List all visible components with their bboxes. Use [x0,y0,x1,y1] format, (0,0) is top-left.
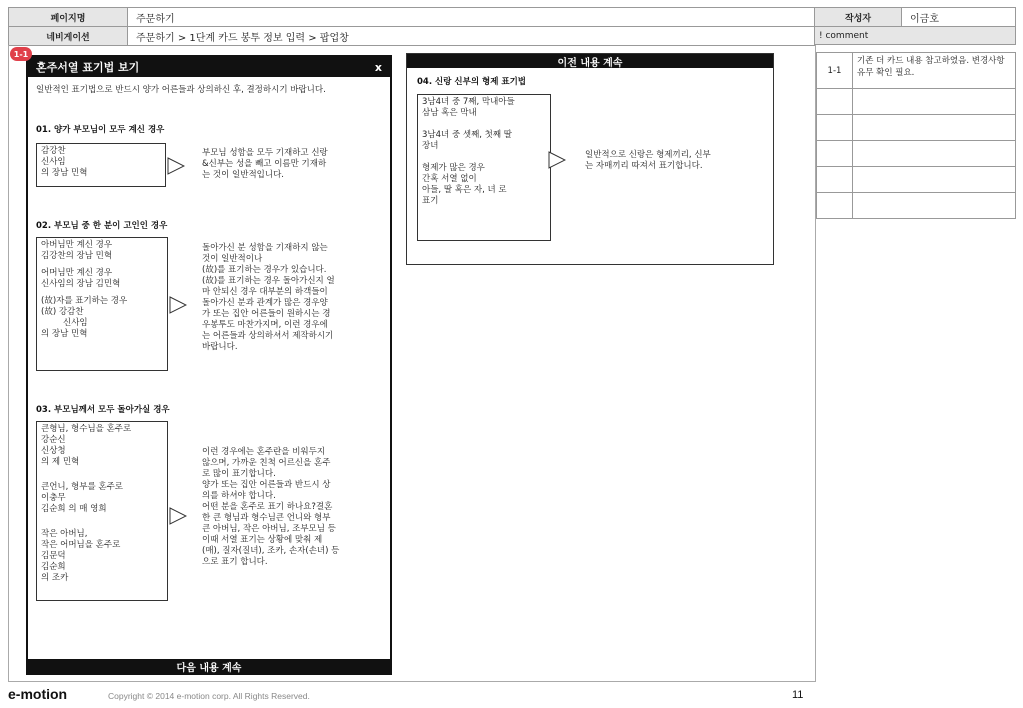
desc-line: 마 안되신 경우 대부분의 하객들이 [202,287,328,297]
example-line: (故)자를 표기하는 경우 [41,296,128,306]
section1-example-box [36,143,166,187]
example-line: 신사임 [41,157,66,167]
desc-line: 큰 아버님, 작은 아버님, 조부모님 등 [202,524,336,534]
desc-line: 의를 하셔야 합니다. [202,491,276,501]
section2-description [202,243,374,353]
desc-line: 는 자매끼리 따져서 표기합니다. [585,161,703,171]
comment-text [853,193,1016,218]
desc-line: &신부는 성을 빼고 이름만 기재하 [202,159,327,169]
comment-row [816,89,1016,115]
example-line: (故) 강감찬 [41,307,84,317]
desc-line: 가 또는 집안 어른들이 원하시는 경 [202,309,331,319]
example-line: 아버님만 계신 경우 [41,240,113,250]
comment-number [816,141,853,166]
example-line: 신사임의 장남 김민혁 [41,279,121,289]
desc-line: 우봉투도 마찬가지며, 이런 경우에 [202,320,328,330]
desc-line: 는 어른들과 상의하셔서 제작하시기 [202,331,334,341]
comment-table [816,52,1016,219]
comment-label: ! comment [815,27,1016,45]
popup-titlebar [28,57,390,77]
navigation-value: 주문하기 > 1단계 카드 봉투 정보 입력 > 팝업창 [128,27,815,45]
previous-content-bar: 이전 내용 계속 [407,54,773,68]
comment-text: 기존 더 카드 내용 참고하였음. 변경사항 유무 확인 필요. [853,53,1016,88]
author-row [815,8,1016,27]
close-icon[interactable]: x [374,60,382,74]
example-line: 3남4녀 중 7째, 막내아들 [422,97,515,107]
desc-line: 이때 서열 표기는 상황에 맞춰 제 [202,535,323,545]
desc-line: 부모님 성함을 모두 기재하고 신랑 [202,148,328,158]
example-line: 의 장남 민혁 [41,329,88,339]
desc-line: (매), 질자(질녀), 조카, 손자(손녀) 등 [202,546,340,556]
desc-line: 돌아가신 분과 관계가 많은 경우양 [202,298,328,308]
popup-window [26,55,392,675]
section4-example-box [417,94,551,241]
section4-description [585,150,765,172]
triangle-arrow-icon [169,296,187,314]
section2-example-box [36,237,168,371]
desc-line: 으로 표기 합니다. [202,557,268,567]
comment-row [816,115,1016,141]
example-line: 의 장남 민혁 [41,168,88,178]
desc-line: 이런 경우에는 혼주란을 비워두지 [202,447,326,457]
example-line: 신상청 [41,446,66,456]
comment-text [853,89,1016,114]
example-line [41,468,163,482]
popup-intro: 일반적인 표기법으로 반드시 양가 어른들과 상의하신 후, 결정하시기 바랍니다. [36,85,326,95]
comment-number [816,115,853,140]
comment-text [853,167,1016,192]
triangle-arrow-icon [548,151,566,169]
example-line: 큰언니, 형부를 혼주로 [41,482,124,492]
example-line: 큰형님, 형수님을 혼주로 [41,424,132,434]
comment-row [816,53,1016,89]
navigation-row [8,27,815,46]
annotation-badge: 1-1 [10,47,32,61]
example-line: 강순신 [41,435,66,445]
section3-example-box [36,421,168,601]
example-line: 이충무 [41,493,66,503]
desc-line: (故)를 표기하는 경우가 있습니다. [202,265,327,275]
example-line: 작은 아버님, [41,529,88,539]
page-name-label: 페이지명 [8,8,128,26]
company-logo: e-motion [8,686,68,702]
desc-line: (故)를 표기하는 경우 돌아가신지 얼 [202,276,335,286]
desc-line: 한 큰 형님과 형수님큰 언니와 형부 [202,513,331,523]
example-line: 형제가 많은 경우 [422,163,485,173]
desc-line: 어떤 분을 혼주로 표기 하나요?결혼 [202,502,333,512]
comment-number [816,193,853,218]
desc-line: 일반적으로 신랑은 형제끼리, 신부 [585,150,711,160]
example-line: 삼남 혹은 막내 [422,108,477,118]
page-name-value: 주문하기 [128,8,815,26]
comment-number [816,167,853,192]
comment-row [816,193,1016,219]
example-line [41,515,163,529]
desc-line: 것이 일반적이나 [202,254,263,264]
comment-row [816,141,1016,167]
page-number: 11 [792,689,804,701]
desc-line: 로 많이 표기합니다. [202,469,276,479]
copyright-text: Copyright © 2014 e-motion corp. All Rights Reserved. [108,691,310,701]
triangle-arrow-icon [169,507,187,525]
example-line: 표기 [422,196,439,206]
example-line: 아들, 딸 혹은 자, 녀 로 [422,185,507,195]
section4-heading: 04. 신랑 신부의 형제 표기법 [417,77,527,87]
example-line: 감강찬 [41,146,66,156]
example-line: 어머님만 계신 경우 [41,268,113,278]
comment-text [853,141,1016,166]
example-line: 장녀 [422,141,439,151]
desc-line: 양가 또는 집안 어른들과 반드시 상 [202,480,331,490]
popup-title: 혼주서열 표기법 보기 [36,61,140,74]
section1-description [202,148,372,181]
comment-row [816,167,1016,193]
section3-heading: 03. 부모님께서 모두 돌아가실 경우 [36,405,170,415]
triangle-arrow-icon [167,157,185,175]
example-line [422,152,546,163]
example-line [422,119,546,130]
example-line: 의 조카 [41,573,69,583]
header-table [8,7,815,46]
page-name-row [8,8,815,27]
example-line: 김강찬의 장남 민혁 [41,251,113,261]
desc-line: 돌아가신 분 성함을 기재하지 않는 [202,243,328,253]
desc-line: 않으며, 가까운 친척 어르신을 혼주 [202,458,331,468]
example-line: 김순희 [41,562,66,572]
example-line: 작은 어머님을 혼주로 [41,540,121,550]
example-line: 의 제 민혁 [41,457,80,467]
comment-text [853,115,1016,140]
section3-description [202,447,374,568]
continuation-panel [406,53,774,265]
desc-line: 바랍니다. [202,342,238,352]
next-content-bar: 다음 내용 계속 [28,659,390,673]
example-line: 3남4녀 중 셋째, 첫째 딸 [422,130,513,140]
navigation-label: 네비게이션 [8,27,128,45]
section2-heading: 02. 부모님 중 한 분이 고인인 경우 [36,221,168,231]
example-line: 김순희 의 매 영희 [41,504,107,514]
author-table [815,7,1016,45]
comment-number: 1-1 [816,53,853,88]
section1-heading: 01. 양가 부모님이 모두 계신 경우 [36,125,165,135]
desc-line: 는 것이 일반적입니다. [202,170,285,180]
example-line: 김문덕 [41,551,66,561]
author-label: 작성자 [815,8,902,26]
author-value: 이금호 [902,8,1016,26]
example-line: 신사임 [63,318,88,328]
comment-number [816,89,853,114]
example-line: 간혹 서열 없이 [422,174,477,184]
